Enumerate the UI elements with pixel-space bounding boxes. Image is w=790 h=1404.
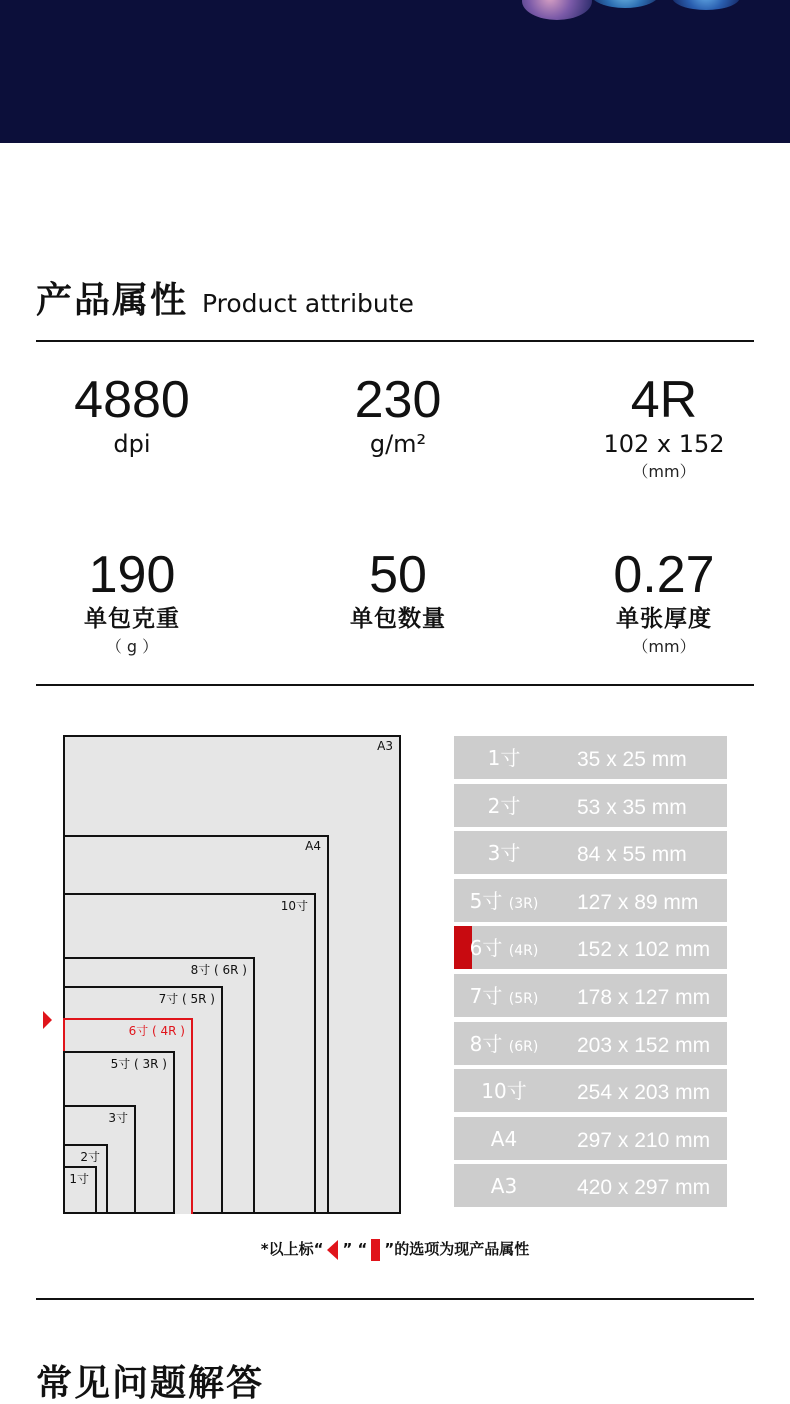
size-dimensions: 178 x 127 mm xyxy=(577,985,711,1009)
size-row xyxy=(454,736,727,779)
size-dimensions: 35 x 25 mm xyxy=(577,748,687,771)
banner-decoration xyxy=(590,0,660,8)
size-name: 1寸 xyxy=(487,746,521,770)
size-row xyxy=(454,1022,727,1065)
attribute-sub: （ g ） xyxy=(105,637,159,656)
faq-title: 常见问题解答 xyxy=(36,1363,265,1404)
attribute-value: 4880 xyxy=(74,371,190,429)
size-name: 10寸 xyxy=(481,1079,527,1104)
paper-label: 3寸 xyxy=(108,1111,128,1125)
paper-size-diagram xyxy=(34,722,416,1222)
size-table xyxy=(454,736,727,1212)
size-dimensions: 127 x 89 mm xyxy=(577,890,699,914)
attribute-weight xyxy=(268,372,528,460)
selected-arrow-icon xyxy=(43,1011,52,1029)
size-name: 8寸 (6R) xyxy=(469,1031,539,1056)
paper-label: 7寸 ( 5R ) xyxy=(158,992,215,1006)
size-tag: (4R) xyxy=(508,943,539,960)
divider xyxy=(36,684,754,686)
attribute-value: 50 xyxy=(369,546,427,604)
divider xyxy=(36,1298,754,1300)
size-name: A3 xyxy=(490,1174,518,1199)
size-tag: (5R) xyxy=(508,990,539,1007)
size-dimensions: 254 x 203 mm xyxy=(577,1081,711,1105)
divider xyxy=(36,340,754,342)
size-row xyxy=(454,974,727,1017)
attribute-size xyxy=(534,372,790,484)
attribute-value: 0.27 xyxy=(613,546,715,604)
size-row xyxy=(454,1069,727,1112)
size-dimensions: 53 x 35 mm xyxy=(577,795,687,819)
attribute-sub: （mm） xyxy=(632,637,696,656)
attribute-value: 4R xyxy=(630,371,698,429)
attribute-thickness xyxy=(534,547,790,659)
size-row xyxy=(454,1164,727,1207)
attribute-unit: 单包数量 xyxy=(350,606,446,632)
attribute-value: 190 xyxy=(88,546,176,604)
size-tag: (3R) xyxy=(508,895,539,912)
paper-label: 10寸 xyxy=(280,899,308,913)
size-row-selected xyxy=(454,926,727,969)
banner-decoration xyxy=(672,0,740,10)
top-banner xyxy=(0,0,790,143)
paper-1-inch xyxy=(63,1166,97,1214)
size-row xyxy=(454,1117,727,1160)
paper-label: A4 xyxy=(305,839,321,853)
attribute-unit: 102 x 152 xyxy=(603,430,725,458)
red-bar-icon xyxy=(371,1239,380,1261)
section-title-en: Product attribute xyxy=(202,289,414,318)
size-row xyxy=(454,784,727,827)
section-title-cn: 产品属性 xyxy=(36,280,189,321)
size-dimensions: 84 x 55 mm xyxy=(577,843,687,867)
paper-label: 8寸 ( 6R ) xyxy=(190,963,247,977)
paper-label: 2寸 xyxy=(80,1150,100,1164)
size-row xyxy=(454,879,727,922)
paper-label: 5寸 ( 3R ) xyxy=(110,1057,167,1071)
legend-note xyxy=(0,1238,790,1261)
note-text: *以上标“ xyxy=(260,1240,324,1258)
paper-label: A3 xyxy=(377,739,393,753)
attribute-sub: （mm） xyxy=(632,462,696,481)
size-dimensions: 297 x 210 mm xyxy=(577,1128,711,1152)
attribute-pack-weight xyxy=(2,547,262,659)
size-name: 6寸 (4R) xyxy=(469,936,539,961)
paper-label: 1寸 xyxy=(69,1172,89,1186)
size-name: 2寸 xyxy=(487,793,521,818)
size-name: 5寸 (3R) xyxy=(469,888,539,913)
size-tag: (6R) xyxy=(508,1038,539,1055)
attribute-pack-count xyxy=(268,547,528,635)
size-name: A4 xyxy=(490,1126,518,1151)
red-arrow-icon xyxy=(327,1240,338,1260)
size-dimensions: 420 x 297 mm xyxy=(577,1176,711,1200)
size-dimensions: 152 x 102 mm xyxy=(577,938,711,962)
attribute-unit: dpi xyxy=(113,430,151,458)
attribute-value: 230 xyxy=(354,371,442,429)
size-name: 7寸 (5R) xyxy=(469,983,539,1008)
attribute-unit: g/m² xyxy=(369,430,427,458)
attribute-resolution xyxy=(2,372,262,460)
paper-label: 6寸 ( 4R ) xyxy=(128,1024,185,1038)
size-dimensions: 203 x 152 mm xyxy=(577,1033,711,1057)
note-text: ” “ xyxy=(342,1240,368,1258)
section-title xyxy=(36,272,414,322)
note-text: ”的选项为现产品属性 xyxy=(384,1240,530,1258)
banner-decoration xyxy=(522,0,592,20)
size-name: 3寸 xyxy=(487,841,521,866)
size-row xyxy=(454,831,727,874)
attribute-unit: 单张厚度 xyxy=(616,606,712,632)
attribute-unit: 单包克重 xyxy=(84,606,180,632)
